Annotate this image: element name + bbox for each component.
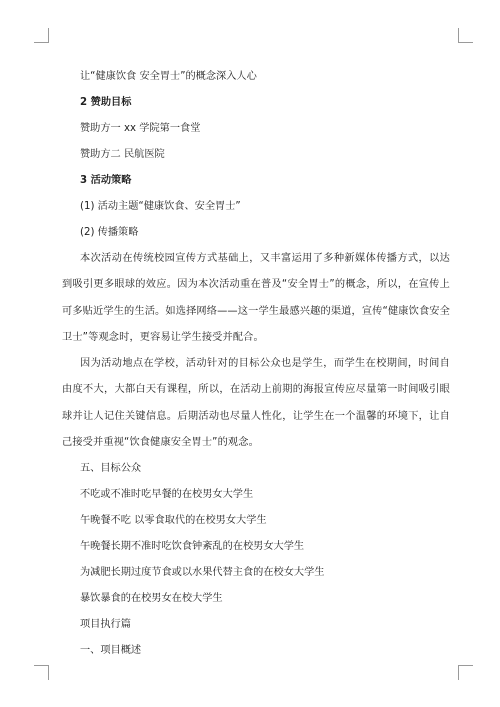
list-item: 为减肥长期过度节食或以水果代替主食的在校女大学生	[80, 567, 325, 579]
section-heading: 五、目标公众	[80, 463, 142, 475]
section-heading: 3 活动策略	[80, 175, 132, 186]
body-paragraph: 本次活动在传统校园宣传方式基础上，又丰富运用了多种新媒体传播方式，以达到吸引更多眼球的效应。因为本次活动重在普及“安全胃士”的概念，所以，在宣传上可多贴近学生的生活。如选择网络——这一学生最感兴趣的渠道，宣传“健康饮食安全卫士”等观念时，更容易让学生接受并配合。	[62, 253, 450, 343]
text-line: (2) 传播策略	[80, 227, 139, 238]
list-item: 不吃或不准时吃早餐的在校男女大学生	[80, 489, 254, 501]
crop-mark-bottom-left	[34, 665, 49, 680]
list-item: 午晚餐长期不准时吃饮食钟紊乱的在校男女大学生	[80, 541, 305, 553]
list-item: 暴饮暴食的在校男女在校大学生	[80, 593, 223, 605]
text-line: (1) 活动主题“健康饮食、安全胃士”	[80, 201, 241, 212]
section-heading: 项目执行篇	[80, 619, 131, 631]
list-item: 午晚餐不吃 以零食取代的在校男女大学生	[80, 515, 267, 527]
text-line: 赞助方一 xx 学院第一食堂	[80, 123, 201, 134]
crop-mark-top-right	[458, 28, 473, 43]
document-body	[62, 64, 450, 664]
section-heading: 2 赞助目标	[80, 97, 132, 108]
crop-mark-top-left	[34, 28, 49, 43]
text-line: 赞助方二 民航医院	[80, 149, 165, 160]
body-paragraph: 因为活动地点在学校，活动针对的目标公众也是学生，而学生在校期间，时间自由度不大，大都白天有课程，所以，在活动上前期的海报宣传应尽量第一时间吸引眼球并让人记住关键信息。后期活动也尽量人性化，让学生在一个温馨的环境下，让自己接受并重视“饮食健康安全胃士”的观念。	[62, 358, 450, 449]
section-heading: 一、项目概述	[80, 645, 142, 657]
crop-mark-bottom-right	[458, 665, 473, 680]
text-line: 让“健康饮食 安全胃士”的概念深入人心	[80, 71, 257, 82]
